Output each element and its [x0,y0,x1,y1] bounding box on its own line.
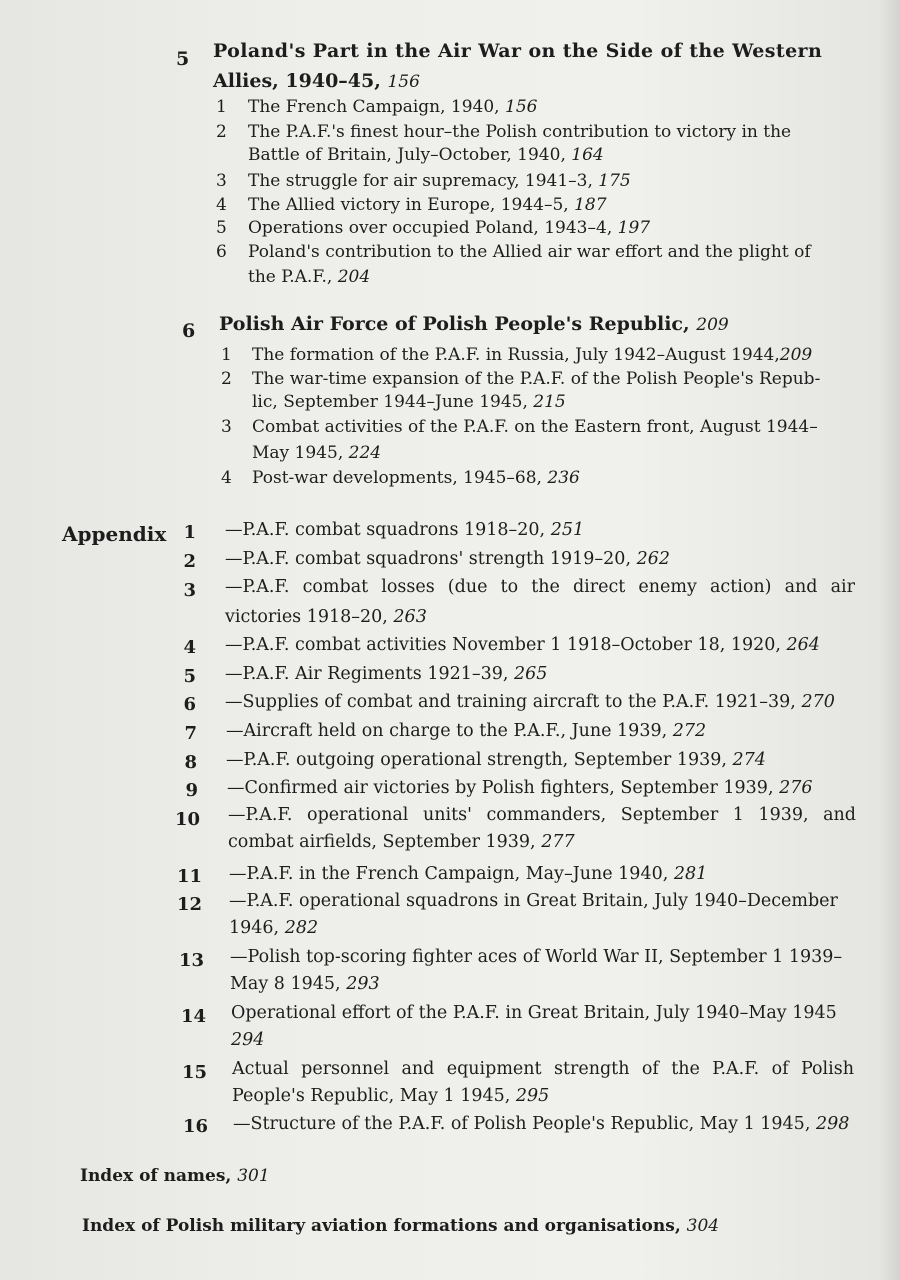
appendix-item [226,747,846,774]
appendix-title-cont: victories 1918–20, [225,607,388,627]
appendix-title: —P.A.F. operational squadrons in Great Britain, July 1940–December [229,891,838,911]
item-number: 3 [216,171,227,191]
appendix-title-cont: People's Republic, May 1 1945, [232,1086,511,1106]
appendix-page: 265 [514,664,548,684]
appendix-title: —Supplies of combat and training aircraft to the P.A.F. 1921–39, [225,692,796,712]
appendix-item [233,1111,873,1138]
item-page: 236 [547,468,580,488]
appendix-number: 2 [183,551,196,572]
toc-item-continuation [248,143,604,167]
appendix-title: —P.A.F. outgoing operational strength, September 1939, [226,750,727,770]
appendix-title: —P.A.F. operational units' commanders, September 1 1939, and [228,805,856,825]
appendix-page: 272 [672,721,707,741]
chapter-title-text: Polish Air Force of Polish People's Republic, [219,313,690,335]
appendix-title: —Polish top-scoring fighter aces of World War II, September 1 1939– [230,947,843,967]
chapter-title-line1: Poland's Part in the Air War on the Side of the Western [213,40,823,62]
appendix-page: 263 [393,607,427,627]
appendix-title: Operational effort of the P.A.F. in Great Britain, July 1940–May 1945 [231,1003,837,1023]
appendix-page: 264 [786,635,820,655]
item-page: 224 [348,443,382,463]
item-number: 5 [216,218,227,238]
appendix-title: Actual personnel and equipment strength of the P.A.F. of Polish [232,1059,854,1079]
appendix-item [225,572,855,632]
appendix-title: —P.A.F. combat losses (due to the direct enemy action) and air [225,577,855,597]
toc-item-continuation [248,265,370,289]
chapter-title-line2 [213,66,420,97]
item-title: The war-time expansion of the P.A.F. of the Polish People's Repub- [252,369,821,389]
item-title-cont: May 1945, [252,443,344,463]
appendix-title: —P.A.F. in the French Campaign, May–June 1940, [229,864,669,884]
appendix-page: 276 [779,778,813,798]
appendix-item [230,944,865,998]
index-title: Index of Polish military aviation formations and organisations, [82,1216,681,1236]
item-page: 156 [505,97,538,117]
item-number: 4 [216,195,227,215]
chapter-page: 156 [387,72,420,92]
item-title: The struggle for air supremacy, 1941–3, [248,171,593,191]
appendix-item [228,802,856,856]
item-page: 164 [571,145,604,165]
item-title: Poland's contribution to the Allied air war effort and the plight of [248,242,811,262]
appendix-page: 281 [673,864,708,884]
toc-item-continuation [252,390,566,414]
appendix-page: 293 [346,974,380,994]
appendix-page: 295 [515,1086,550,1106]
item-page: 187 [574,195,607,215]
item-number: 6 [216,242,227,262]
appendix-number: 16 [182,1116,208,1137]
appendix-item [226,718,846,745]
item-number: 2 [216,122,227,142]
appendix-number: 11 [176,866,202,887]
index-entry [80,1166,270,1186]
item-number: 4 [221,468,232,488]
appendix-label: Appendix [62,522,167,546]
appendix-number: 15 [181,1062,207,1083]
appendix-title-cont: combat airfields, September 1939, [228,832,536,852]
appendix-item [225,546,845,573]
appendix-title: —Confirmed air victories by Polish fighters, September 1939, [227,778,774,798]
item-number: 3 [221,417,232,437]
index-title: Index of names, [80,1166,232,1186]
item-title: Combat activities of the P.A.F. on the Eastern front, August 1944– [252,417,818,437]
item-title: The formation of the P.A.F. in Russia, July 1942–August 1944, [252,345,780,365]
appendix-title: —Aircraft held on charge to the P.A.F., June 1939, [226,721,668,741]
item-title: Post-war developments, 1945–68, [252,468,542,488]
appendix-number: 5 [183,666,196,687]
item-title-cont: the P.A.F., [248,267,333,287]
chapter-number: 6 [182,320,196,342]
item-number: 1 [221,345,232,365]
appendix-title: —P.A.F. combat activities November 1 1918–October 18, 1920, [225,635,781,655]
appendix-page: 277 [541,832,575,852]
item-page: 197 [617,218,651,238]
appendix-page: 294 [231,1030,265,1050]
appendix-number: 9 [185,780,198,801]
appendix-item [227,775,847,802]
item-number: 1 [216,97,227,117]
appendix-item [225,517,845,544]
appendix-item [225,632,865,659]
appendix-title: —P.A.F. combat squadrons 1918–20, [225,520,546,540]
item-page: 175 [598,171,631,191]
item-title: The French Campaign, 1940, [248,97,500,117]
appendix-title: —P.A.F. combat squadrons' strength 1919–20, [225,549,632,569]
appendix-number: 8 [184,752,197,773]
chapter-title-line1 [219,309,729,340]
appendix-number: 1 [183,522,196,543]
appendix-page: 251 [550,520,585,540]
item-page: 215 [533,392,566,412]
item-title: Operations over occupied Poland, 1943–4, [248,218,613,238]
appendix-page: 298 [815,1114,850,1134]
item-page: 204 [337,267,371,287]
item-title: The Allied victory in Europe, 1944–5, [248,195,569,215]
appendix-item [225,689,875,716]
appendix-item [229,861,849,888]
appendix-number: 13 [178,950,204,971]
appendix-page: 274 [732,750,766,770]
appendix-item [231,1000,863,1054]
index-page: 304 [686,1216,720,1236]
appendix-number: 6 [183,694,196,715]
index-entry [82,1216,719,1236]
appendix-page: 282 [284,918,319,938]
item-number: 2 [221,369,232,389]
appendix-item [229,888,864,942]
appendix-title: —Structure of the P.A.F. of Polish People's Republic, May 1 1945, [233,1114,811,1134]
index-page: 301 [237,1166,270,1186]
item-page: 209 [779,345,813,365]
chapter-title-text: Allies, 1940–45, [213,70,381,92]
appendix-number: 4 [183,637,196,658]
appendix-title-cont: May 8 1945, [230,974,341,994]
appendix-number: 7 [184,723,197,744]
chapter-page: 209 [696,315,729,335]
appendix-page: 262 [636,549,670,569]
appendix-page: 270 [801,692,835,712]
appendix-title-cont: 1946, [229,918,280,938]
item-title: The P.A.F.'s finest hour–the Polish contribution to victory in the [248,122,792,142]
chapter-number: 5 [176,48,190,70]
appendix-number: 10 [174,809,200,830]
toc-item-continuation [252,441,381,465]
appendix-number: 12 [176,894,202,915]
appendix-item [232,1056,854,1110]
page-edge-shadow [878,0,900,1280]
appendix-title: —P.A.F. Air Regiments 1921–39, [225,664,509,684]
appendix-number: 14 [180,1006,206,1027]
appendix-item [225,661,845,688]
appendix-number: 3 [183,580,196,601]
item-title-cont: lic, September 1944–June 1945, [252,392,528,412]
item-title-cont: Battle of Britain, July–October, 1940, [248,145,566,165]
